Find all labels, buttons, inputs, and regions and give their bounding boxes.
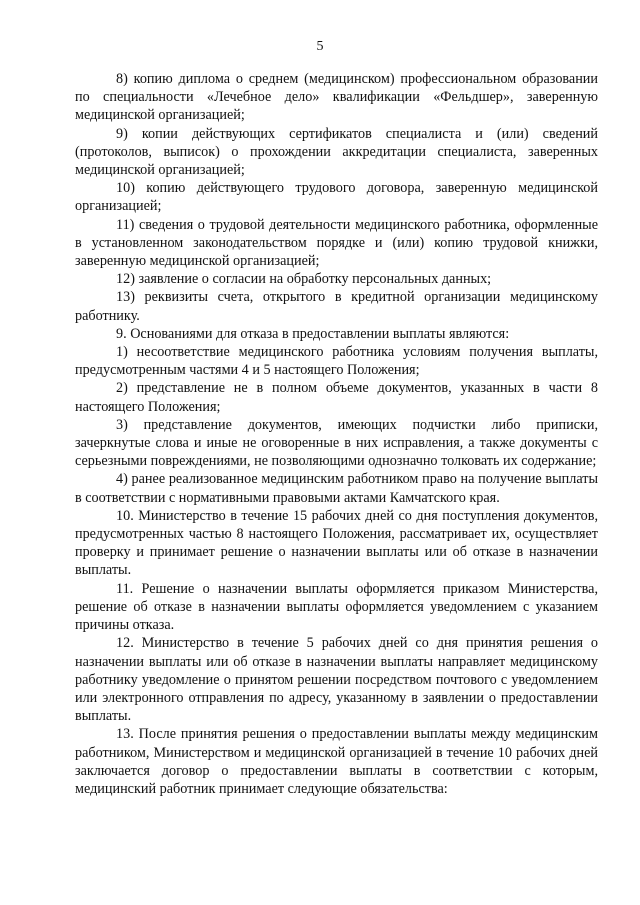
paragraph-section-10: 10. Министерство в течение 15 рабочих дней со дня поступления документов, предусмотренных частью 8 настоящего Положения, рассматривает их, осуществляет проверку и принимает решение о назначении выплаты или об отказе в назначении выплаты. xyxy=(75,507,598,579)
paragraph-reason-4: 4) ранее реализованное медицинским работником право на получение выплаты в соответствии с нормативными правовыми актами Камчатского края. xyxy=(75,471,598,506)
paragraph-item-13: 13) реквизиты счета, открытого в кредитной организации медицинскому работнику. xyxy=(75,289,598,324)
paragraph-reason-3: 3) представление документов, имеющих подчистки либо приписки, зачеркнутые слова и иные не оговоренные в них исправления, а также документы с серьезными повреждениями, не позволяющими однозначно толковать их содержание; xyxy=(75,416,598,470)
paragraph-section-9: 9. Основаниями для отказа в предоставлении выплаты являются: xyxy=(116,325,510,342)
paragraph-item-10: 10) копию действующего трудового договора, заверенную медицинской организацией; xyxy=(75,180,598,215)
paragraph-item-8: 8) копию диплома о среднем (медицинском) профессиональном образовании по специальности «Лечебное дело» квалификации «Фельдшер», заверенную медицинской организацией; xyxy=(75,71,598,124)
paragraph-section-12: 12. Министерство в течение 5 рабочих дней со дня принятия решения о назначении выплаты или об отказе в назначении выплаты направляет медицинскому работнику уведомление о принятом решении посредством почтового с уведомлением или электронного отправления по адресу, указанному в заявлении о предоставлении выплаты. xyxy=(75,635,598,725)
paragraph-section-11: 11. Решение о назначении выплаты оформляется приказом Министерства, решение об отказе в назначении выплаты оформляется уведомлением с указанием причины отказа. xyxy=(75,580,598,634)
paragraph-reason-1: 1) несоответствие медицинского работника условиям получения выплаты, предусмотренным частями 4 и 5 настоящего Положения; xyxy=(75,344,598,379)
page-number: 5 xyxy=(316,39,324,54)
paragraph-reason-2: 2) представление не в полном объеме документов, указанных в части 8 настоящего Положения; xyxy=(75,380,598,415)
paragraph-section-13: 13. После принятия решения о предоставлении выплаты между медицинским работником, Министерством и медицинской организацией в течение 10 рабочих дней заключается договор о предоставлении выплаты в соответствии с которым, медицинский работник принимает следующие обязательства: xyxy=(75,726,598,797)
paragraph-item-9: 9) копии действующих сертификатов специалиста и (или) сведений (протоколов, выписок) о прохождении аккредитации специалиста, заверенных медицинской организацией; xyxy=(75,125,598,179)
document-body xyxy=(75,70,598,798)
paragraph-item-11: 11) сведения о трудовой деятельности медицинского работника, оформленные в установленном законодательством порядке и (или) копию трудовой книжки, заверенную медицинской организацией; xyxy=(75,216,598,270)
paragraph-item-12: 12) заявление о согласии на обработку персональных данных; xyxy=(116,271,492,288)
